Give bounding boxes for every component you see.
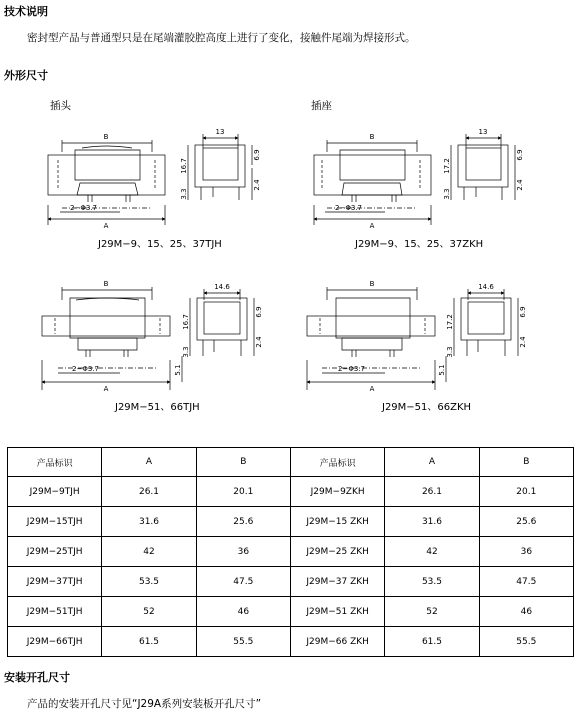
fig1-dim-h4: 2.4 [253, 179, 261, 191]
fig4-dim-h4: 2.4 [519, 336, 527, 348]
table-cell: J29M−9ZKH [290, 477, 384, 507]
fig3-dim-w: 14.6 [214, 283, 230, 291]
fig3-caption: J29M−51、66TJH [115, 402, 200, 413]
table-row [8, 507, 574, 537]
table-cell: J29M−15 ZKH [290, 507, 384, 537]
fig3-dim-h3: 6.9 [255, 306, 263, 318]
dimension-table [7, 447, 574, 657]
fig1-dim-h2: 3.3 [180, 188, 188, 200]
table-row [8, 477, 574, 507]
table-cell: 20.1 [479, 477, 573, 507]
fig2-dim-h1: 17.2 [443, 158, 451, 174]
table-cell: 42 [102, 537, 196, 567]
table-cell: 47.5 [479, 567, 573, 597]
fig4-dim-h3: 6.9 [519, 306, 527, 318]
table-cell: 46 [196, 597, 290, 627]
fig3-side-view [182, 289, 254, 382]
header-cell: B [479, 448, 573, 477]
fig3-dim-h2: 3.3 [182, 346, 190, 358]
fig4-dim-b: B [369, 280, 375, 288]
table-row [8, 597, 574, 627]
fig4-dim-hole: 2−Φ3.7 [338, 365, 365, 373]
table-cell: 26.1 [102, 477, 196, 507]
fig4-dim-h5: 5.1 [438, 364, 446, 376]
header-cell: 产品标识 [290, 448, 384, 477]
header-cell: 产品标识 [8, 448, 102, 477]
fig2-side-view [451, 134, 515, 200]
fig3-dim-h1: 16.7 [182, 314, 190, 330]
fig4-dim-a: A [369, 385, 375, 393]
table-cell: J29M−37 ZKH [290, 567, 384, 597]
fig1-dim-hole: 2−Φ3.7 [70, 204, 97, 212]
table-cell: 53.5 [385, 567, 479, 597]
fig3-front-view [42, 287, 170, 390]
table-cell: 26.1 [385, 477, 479, 507]
fig1-front-view [48, 140, 165, 225]
tech-title: 技术说明 [4, 5, 48, 18]
table-cell: J29M−15TJH [8, 507, 102, 537]
table-cell: 55.5 [479, 627, 573, 657]
fig2-caption: J29M−9、15、25、37ZKH [355, 239, 484, 250]
fig2-front-view [314, 140, 431, 225]
table-row [8, 567, 574, 597]
table-cell: 36 [479, 537, 573, 567]
fig4-side-view [446, 289, 518, 382]
fig2-dim-hole: 2−Φ3.7 [335, 204, 362, 212]
fig1-dim-h1: 16.7 [180, 158, 188, 174]
table-cell: 61.5 [102, 627, 196, 657]
table-cell: 46 [479, 597, 573, 627]
fig3-dim-h4: 2.4 [255, 336, 263, 348]
install-title: 安装开孔尺寸 [4, 671, 70, 684]
table-cell: 36 [196, 537, 290, 567]
header-cell: A [102, 448, 196, 477]
table-cell: J29M−51TJH [8, 597, 102, 627]
table-cell: 55.5 [196, 627, 290, 657]
fig2-dim-h4: 2.4 [516, 179, 524, 191]
fig1-side-view [188, 134, 252, 200]
fig1-dim-w: 13 [215, 128, 225, 136]
fig4-dim-h1: 17.2 [446, 314, 454, 330]
header-cell: A [385, 448, 479, 477]
plug-label: 插头 [50, 100, 71, 112]
fig4-front-view [307, 287, 435, 390]
table-cell: 47.5 [196, 567, 290, 597]
tech-text: 密封型产品与普通型只是在尾端灌胶腔高度上进行了变化，接触件尾端为焊接形式。 [27, 32, 416, 44]
fig4-dim-w: 14.6 [478, 283, 494, 291]
table-cell: 61.5 [385, 627, 479, 657]
table-cell: J29M−66TJH [8, 627, 102, 657]
fig4-dim-h2: 3.3 [446, 346, 454, 358]
socket-label: 插座 [311, 100, 332, 112]
table-cell: 52 [385, 597, 479, 627]
fig3-dim-b: B [103, 280, 109, 288]
table-cell: 25.6 [479, 507, 573, 537]
table-row [8, 627, 574, 657]
fig2-dim-h2: 3.3 [443, 188, 451, 200]
table-row [8, 537, 574, 567]
fig1-caption: J29M−9、15、25、37TJH [98, 239, 222, 250]
table-cell: 53.5 [102, 567, 196, 597]
table-cell: J29M−37TJH [8, 567, 102, 597]
table-cell: 42 [385, 537, 479, 567]
fig1-dim-b: B [103, 133, 109, 141]
table-cell: J29M−25TJH [8, 537, 102, 567]
fig1-dim-a: A [103, 222, 109, 230]
table-cell: 25.6 [196, 507, 290, 537]
dims-title: 外形尺寸 [4, 69, 48, 82]
fig1-dim-h3: 6.9 [253, 149, 261, 161]
table-cell: 52 [102, 597, 196, 627]
fig2-dim-a: A [369, 222, 375, 230]
fig3-dim-a: A [103, 385, 109, 393]
table-cell: 20.1 [196, 477, 290, 507]
table-cell: J29M−51 ZKH [290, 597, 384, 627]
table-cell: J29M−25 ZKH [290, 537, 384, 567]
table-cell: 31.6 [385, 507, 479, 537]
header-cell: B [196, 448, 290, 477]
fig2-dim-h3: 6.9 [516, 149, 524, 161]
fig2-dim-b: B [369, 133, 375, 141]
fig4-caption: J29M−51、66ZKH [382, 402, 472, 413]
table-cell: 31.6 [102, 507, 196, 537]
install-text: 产品的安装开孔尺寸见“J29A系列安装板开孔尺寸” [27, 698, 262, 710]
table-cell: J29M−9TJH [8, 477, 102, 507]
fig3-dim-h5: 5.1 [174, 364, 182, 376]
fig3-dim-hole: 2−Φ3.7 [72, 365, 99, 373]
table-cell: J29M−66 ZKH [290, 627, 384, 657]
table-header-row [8, 448, 574, 477]
fig2-dim-w: 13 [478, 128, 488, 136]
